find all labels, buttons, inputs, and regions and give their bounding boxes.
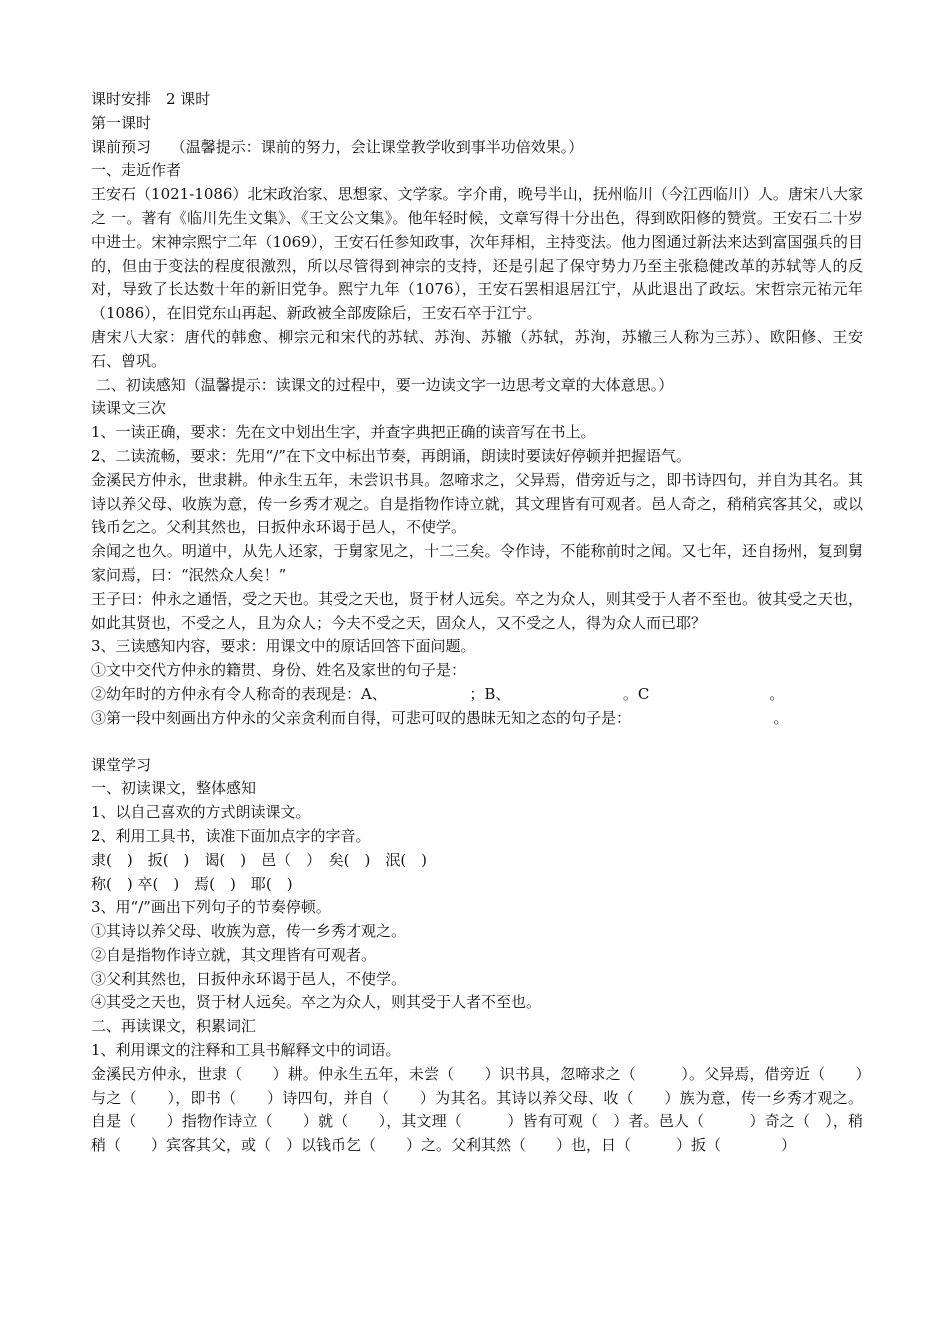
- schedule-line: 课时安排 2 课时: [91, 90, 211, 108]
- author-bio: 王安石（1021-1086）北宋政治家、思想家、文学家。字介甫，晚号半山，抚州临川（今江西临川）人。唐宋八大家之 一。著有《临川先生文集》、《王文公文集》。他年轻时候，文章写得十分出色，得到欧阳修的赞赏。王安石二十岁中进士。宋神宗熙宁二年（1069），王安石任参知政事，次年拜相，主持变法。他力图通过新法来达到富国强兵的目的，但由于变法的程度很激烈，所以尽管得到神宗的支持，还是引起了保守势力乃至主张稳健改革的苏轼等人的反对，导致了长达数十年的新旧党争。熙宁九年（1076），王安石罢相退居江宁，从此退出了政坛。宋哲宗元祐元年（1086），在旧党东山再起、新政被全部废除后，王安石卒于江宁。: [91, 185, 863, 323]
- text-paragraph-1: 金溪民方仲永，世隶耕。仲永生五年，未尝识书具。忽啼求之，父异焉，借旁近与之，即书诗四句，并自为其名。其诗以养父母、收族为意，传一乡秀才观之。自是指物作诗立就，其文理皆有可观者。邑人奇之，稍稍宾客其父，或以钱币乞之。父利其然也，日扳仲永环谒于邑人，不使学。: [91, 470, 863, 537]
- read-step-2: 2、二读流畅，要求：先用“/”在下文中标出节奏，再朗诵，朗读时要读好停顿并把握语气。: [91, 446, 691, 465]
- classroom-item-3: 3、用“/”画出下列句子的节奏停顿。: [91, 898, 331, 917]
- classroom-part-1: 一、初读课文，整体感知: [91, 779, 257, 798]
- rhythm-sentence-3: ③父利其然也，日扳仲永环谒于邑人，不使学。: [91, 969, 407, 988]
- question-3: ③第一段中刻画出方仲永的父亲贪利而自得，可悲可叹的愚昧无知之态的句子是： 。: [91, 708, 789, 727]
- read-step-1: 1、一读正确，要求：先在文中划出生字，并查字典把正确的读音写在书上。: [91, 423, 596, 442]
- text-paragraph-3: 王子曰：仲永之通悟，受之天也。其受之天也，贤于材人远矣。卒之为众人，则其受于人者不至也。彼其受之天也，如此其贤也，不受之人，且为众人；今夫不受之天，固众人，又不受之人，得为众人而已耶？: [91, 589, 863, 632]
- eight-masters-note: 唐宋八大家：唐代的韩愈、柳宗元和宋代的苏轼、苏洵、苏辙（苏轼，苏洵，苏辙三人称为三苏）、欧阳修、王安石、曾巩。: [91, 327, 863, 370]
- author-heading: 一、走近作者: [91, 161, 182, 180]
- lesson-title: 第一课时: [91, 113, 152, 132]
- classroom-part-2: 二、再读课文，积累词汇: [91, 1017, 257, 1036]
- read-three-times: 读课文三次: [91, 399, 167, 418]
- classroom-item-1: 1、以自己喜欢的方式朗读课文。: [91, 803, 311, 822]
- rhythm-sentence-4: ④其受之天也，贤于材人远矣。卒之为众人，则其受于人者不至也。: [91, 993, 542, 1012]
- first-read-heading: 二、初读感知（温馨提示：读课文的过程中，要一边读文字一边思考文章的大体意思。）: [91, 375, 674, 394]
- question-1: ①文中交代方仲永的籍贯、身份、姓名及家世的句子是：: [91, 661, 467, 680]
- rhythm-sentence-1: ①其诗以养父母、收族为意，传一乡秀才观之。: [91, 922, 407, 941]
- document-page: [91, 88, 863, 1158]
- classroom-heading: 课堂学习: [91, 755, 152, 774]
- preview-heading: 课前预习 （温馨提示：课前的努力，会让课堂教学收到事半功倍效果。）: [91, 137, 584, 156]
- read-step-3: 3、三读感知内容，要求：用课文中的原话回答下面问题。: [91, 637, 476, 656]
- vocab-instruction: 1、利用课文的注释和工具书解释文中的词语。: [91, 1041, 401, 1060]
- vocab-fill-text: 金溪民方仲永，世隶（ ）耕。仲永生五年，未尝（ ）识书具，忽啼求之（ ）。父异焉，借旁近（ ）与之（ ），即书（ ）诗四句，并自（ ）为其名。其诗以养父母、收（ ）族为意，传一乡秀才观之。自是（ ）指物作诗立（ ）就（ ），其文理（ ）皆有可观（ ）者。邑人（ ）奇之（ ），稍稍（ ）宾客其父，或（ ）以钱币乞（ ）之。父利其然（ ）也，日（ ）扳（ ）: [91, 1064, 863, 1155]
- classroom-item-2: 2、利用工具书，读准下面加点字的字音。: [91, 826, 371, 845]
- question-2: ②幼年时的方仲永有令人称奇的表现是：A、 ；B、 。C 。: [91, 684, 785, 703]
- text-paragraph-2: 余闻之也久。明道中，从先人还家，于舅家见之，十二三矣。令作诗，不能称前时之闻。又七年，还自扬州，复到舅家问焉，曰：“泯然众人矣！”: [91, 542, 863, 584]
- section-gap: [91, 731, 863, 754]
- pronunciation-row-1: 隶( ) 扳( ) 谒( ) 邑（ ） 矣( ) 泯( ): [91, 850, 428, 869]
- rhythm-sentence-2: ②自是指物作诗立就，其文理皆有可观者。: [91, 945, 377, 964]
- pronunciation-row-2: 称( ) 卒( ) 焉( ) 耶( ): [91, 874, 293, 893]
